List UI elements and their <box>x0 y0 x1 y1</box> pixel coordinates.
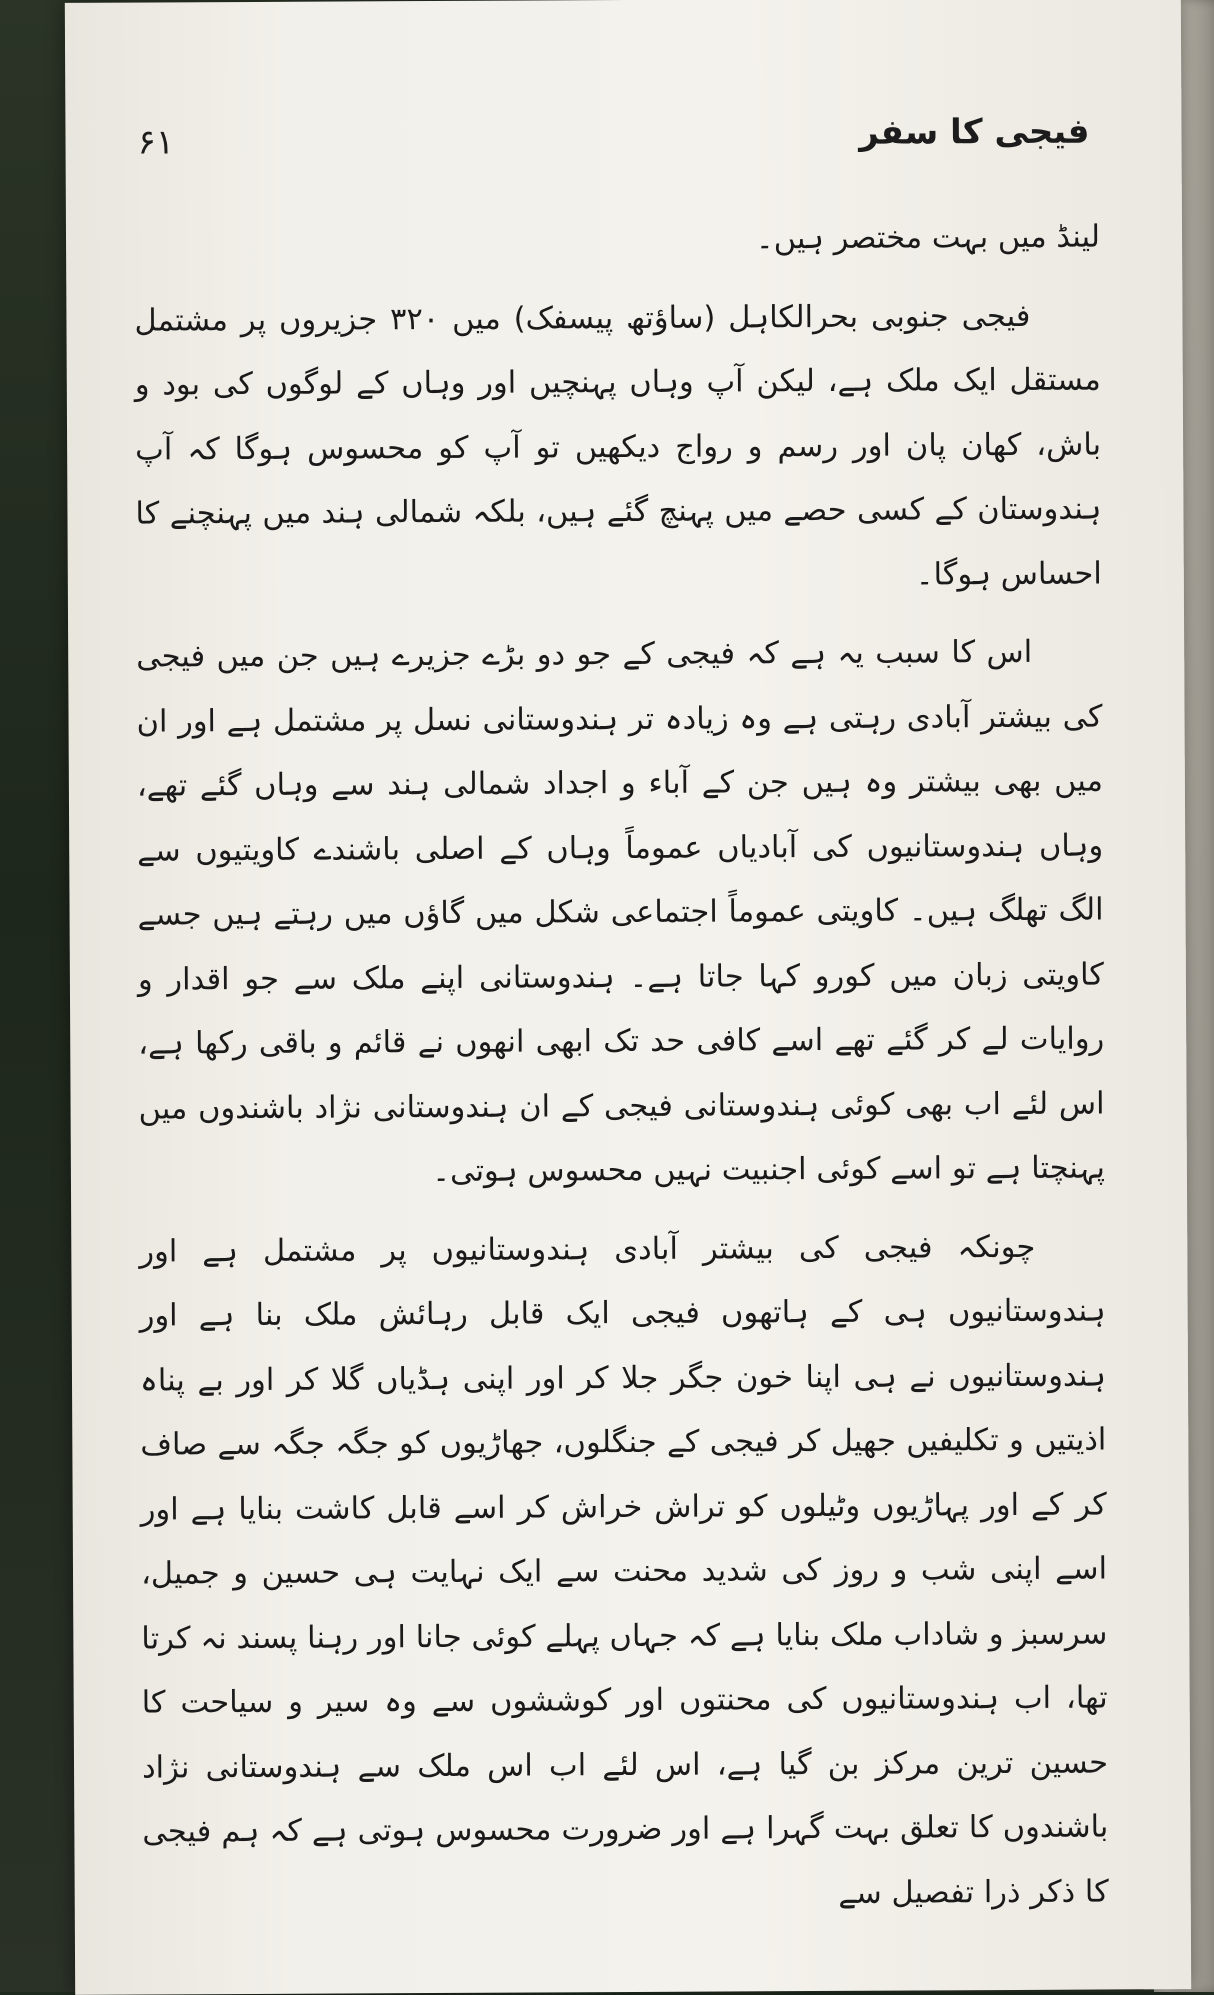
paragraph-continuation: لینڈ میں بہت مختصر ہیں۔ <box>755 219 1101 257</box>
paragraph-reason: اس کا سبب یہ ہے کہ فیجی کے جو دو بڑے جزیرے ہیں جن میں فیجی کی بیشتر آبادی رہتی ہے وہ زیادہ تر ہندوستانی نسل پر مشتمل ہے اور ان میں بھی بیشتر وہ ہیں جن کے آباء و اجداد شمالی ہند سے وہاں گئے تھے، وہاں ہندوستانیوں کی آبادیاں عموماً وہاں کے اصلی باشندے کاویتیوں سے الگ تھلگ ہیں۔ کاویتی عموماً اجتماعی شکل میں گاؤں میں رہتے ہیں جسے کاویتی زبان میں کورو کہا جاتا ہے۔ ہندوستانی اپنے ملک سے جو اقدار و روایات لے کر گئے تھے اسے کافی حد تک ابھی انھوں نے قائم و باقی رکھا ہے، اس لئے اب بھی کوئی ہندوستانی فیجی کے ان ہندوستانی نژاد باشندوں میں پہنچتا ہے تو اسے کوئی اجنبیت نہیں محسوس ہوتی۔ <box>136 634 1105 1190</box>
page-number: ۶۱ <box>137 122 175 163</box>
running-title: فیجی کا سفر <box>859 111 1090 153</box>
paragraph-indian-population: چونکہ فیجی کی بیشتر آبادی ہندوستانیوں پر مشتمل ہے اور ہندوستانیوں ہی کے ہاتھوں فیجی ایک قابل رہائش ملک بنا ہے اور ہندوستانیوں نے ہی اپنا خون جگر جلا کر اور اپنی ہڈیاں گلا کر اور بے پناہ اذیتیں و تکلیفیں جھیل کر فیجی کے جنگلوں، جھاڑیوں کو جگہ جگہ سے صاف کر کے اور پہاڑیوں وٹیلوں کو تراش خراش کر اسے قابل کاشت بنایا ہے اور اسے اپنی شب و روز کی شدید محنت سے ایک نہایت ہی حسین و جمیل، سرسبز و شاداب ملک بنایا ہے کہ جہاں پہلے کوئی جانا اور رہنا پسند نہ کرتا تھا، اب ہندوستانیوں کی محنتوں اور کوششوں سے وہ سیر و سیاحت کا حسین ترین مرکز بن گیا ہے، اس لئے اب اس ملک سے ہندوستانی نژاد باشندوں کا تعلق بہت گہرا ہے اور ضرورت محسوس ہوتی ہے کہ ہم فیجی کا ذکر ذرا تفصیل سے <box>139 1229 1109 1911</box>
book-page <box>65 0 1191 1995</box>
running-header <box>65 111 1181 183</box>
paragraph-fiji-intro: فیجی جنوبی بحرالکاہل (ساؤتھ پیسفک) میں ۳۲۰ جزیروں پر مشتمل مستقل ایک ملک ہے، لیکن آپ وہاں پہنچیں اور وہاں کے لوگوں کی بود و باش، کھان پان اور رسم و رواج دیکھیں تو آپ کو محسوس ہوگا کہ آپ ہندوستان کے کسی حصے میں پہنچ گئے ہیں، بلکہ شمالی ہند میں پہنچنے کا احساس ہوگا۔ <box>134 298 1102 592</box>
body-text <box>134 206 1109 1944</box>
